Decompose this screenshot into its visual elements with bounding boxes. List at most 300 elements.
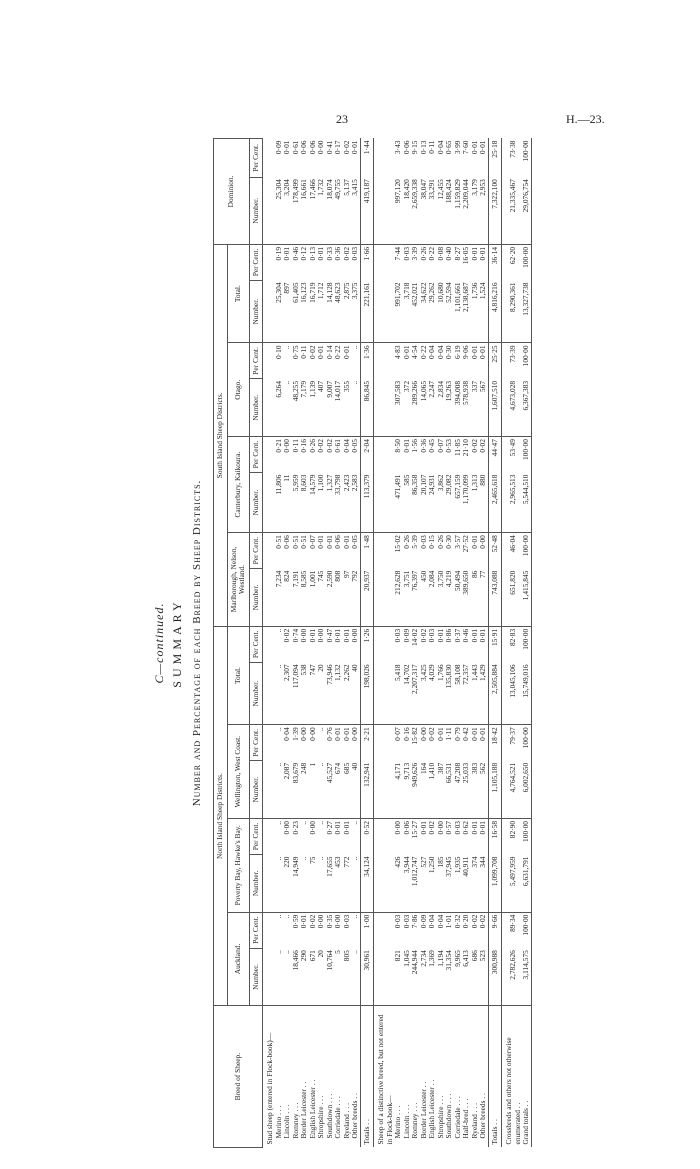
per-cent-cell: 44·47	[488, 437, 502, 473]
number-cell: 33,291	[428, 177, 437, 244]
per-cent-cell: 53·49	[508, 439, 518, 457]
district-header-wellington: Wellington, West Coast.	[227, 725, 249, 819]
per-cent-cell: 1·39	[290, 727, 300, 741]
per-cent-cell: 0·76	[324, 727, 334, 741]
per-cent-cell: 0·01	[478, 345, 487, 359]
number-cell: 538	[300, 662, 309, 724]
number-cell: 198,026	[360, 662, 374, 724]
empty-cell	[263, 473, 275, 533]
number-cell: 1,327	[326, 473, 335, 533]
per-cent-cell: ..	[273, 820, 283, 825]
number-cell: 1,101,661	[454, 280, 463, 342]
per-cent-cell: 100·00	[522, 343, 531, 379]
per-cent-cell: 0·33	[324, 246, 334, 261]
per-cent-cell: 7·44	[393, 246, 402, 261]
number-cell: 3,179	[471, 177, 480, 244]
per-cent-cell: 15·02	[393, 535, 402, 553]
number-cell: 337	[471, 379, 480, 437]
per-cent-cell: 0·02	[341, 140, 351, 155]
per-cent-cell: 79·37	[508, 727, 518, 745]
number-cell: 372	[403, 379, 412, 437]
per-cent-cell: 0·06	[401, 140, 411, 155]
per-cent-cell: 0·00	[478, 535, 487, 549]
per-cent-cell: 0·01	[478, 628, 487, 643]
table-subtitle: Number and Percentage of each Breed by Sheep Districts.	[191, 479, 203, 807]
per-cent-cell: 0·06	[333, 535, 342, 549]
table-heading	[152, 138, 203, 1148]
per-cent-cell: 0·51	[299, 535, 308, 549]
per-cent-cell: 0·74	[290, 628, 300, 643]
per-cent-cell: 3·43	[393, 140, 402, 155]
number-cell: 30,961	[360, 948, 374, 1006]
number-cell: 8,290,361	[502, 280, 523, 342]
number-cell: 4,764,521	[502, 761, 523, 819]
number-cell: 14,702	[403, 662, 412, 724]
per-cent-cell: 0·32	[452, 914, 462, 929]
per-cent-cell: 0·01	[469, 727, 479, 741]
row-label: Totals . .	[360, 1006, 374, 1148]
per-cent-cell: 0·65	[444, 140, 453, 155]
number-cell: 10,680	[437, 280, 446, 342]
number-cell: 1,732	[317, 177, 326, 244]
empty-cell	[374, 244, 395, 280]
number-cell: ..	[275, 855, 284, 913]
empty-cell	[263, 818, 275, 854]
number-cell: 8,585	[300, 569, 309, 627]
number-cell: 657,159	[454, 473, 463, 533]
breed-column-header: Breed of Sheep.	[214, 1006, 263, 1148]
per-cent-cell: 0·16	[299, 439, 308, 453]
per-cent-cell: 0·40	[444, 246, 453, 261]
number-cell: 3,375	[351, 280, 360, 342]
per-cent-cell: 6·19	[452, 345, 462, 359]
per-cent-cell: 36·14	[488, 244, 502, 280]
number-cell: 86	[471, 569, 480, 627]
number-cell: 66,531	[445, 761, 454, 819]
number-subheader: Number.	[249, 948, 263, 1006]
empty-cell	[374, 343, 395, 379]
per-cent-cell: 0·19	[273, 246, 283, 261]
per-cent-cell: 0·02	[282, 628, 291, 643]
number-cell: 3,718	[403, 280, 412, 342]
per-cent-cell: 0·07	[435, 439, 445, 453]
crossbreds-row	[502, 139, 523, 1148]
number-cell: 16,661	[300, 177, 309, 244]
empty-cell	[374, 948, 395, 1006]
number-cell: 14,949	[292, 855, 301, 913]
number-cell: 86,358	[411, 473, 420, 533]
number-cell: 1,001	[309, 569, 318, 627]
number-cell: 5	[334, 948, 343, 1006]
number-cell: 248	[300, 761, 309, 819]
per-cent-cell: ..	[350, 914, 359, 919]
number-cell: 991,702	[394, 280, 403, 342]
per-cent-cell: 0·30	[444, 345, 453, 359]
number-cell: 37,945	[445, 855, 454, 913]
number-cell: 772	[343, 855, 352, 913]
empty-cell	[374, 473, 395, 533]
per-cent-cell: 100·00	[522, 818, 531, 854]
per-cent-cell: 100·00	[522, 725, 531, 761]
per-cent-cell: 0·04	[341, 439, 351, 453]
per-cent-cell: 0·01	[341, 727, 351, 741]
empty-cell	[263, 626, 275, 662]
per-cent-cell: 0·00	[418, 727, 428, 741]
number-cell: 9,965	[454, 948, 463, 1006]
number-cell: 52,594	[445, 280, 454, 342]
empty-cell	[263, 912, 275, 948]
per-cent-cell: 0·17	[333, 140, 342, 155]
number-cell: 671	[309, 948, 318, 1006]
number-cell: ..	[351, 948, 360, 1006]
per-cent-cell: 0·26	[307, 439, 317, 453]
number-cell: 11,806	[275, 473, 284, 533]
number-cell: 805	[343, 948, 352, 1006]
per-cent-cell: 1·36	[360, 343, 374, 379]
per-cent-cell: 0·06	[299, 140, 308, 155]
number-cell: 1,607,510	[488, 379, 502, 437]
per-cent-cell: 0·02	[324, 439, 334, 453]
number-cell: 18,420	[403, 177, 412, 244]
per-cent-cell: 3·99	[452, 140, 462, 155]
row-label: Crossbreds and others not otherwise enumerated . .	[502, 1006, 523, 1148]
per-cent-cell: 0·09	[418, 914, 428, 929]
per-cent-cell: 27·52	[461, 535, 470, 553]
per-cent-cell: 0·00	[282, 439, 291, 453]
number-cell: 450	[420, 569, 429, 627]
per-cent-cell: 0·01	[341, 535, 351, 549]
number-cell: 562	[479, 761, 488, 819]
empty-cell	[263, 177, 275, 244]
number-cell: 3,425	[420, 662, 429, 724]
number-cell: 14,017	[334, 379, 343, 437]
per-cent-cell: 21·10	[461, 439, 470, 457]
row-label: Ryeland . . .	[471, 1006, 480, 1148]
number-cell: 132,941	[360, 761, 374, 819]
row-label: Border Leicester . .	[300, 1006, 309, 1148]
district-header-marlborough: Marlborough, Nelson, Westland.	[227, 533, 249, 627]
number-cell: 3,862	[437, 473, 446, 533]
number-cell: ..	[317, 855, 326, 913]
row-label: Southdown . . .	[445, 1006, 454, 1148]
per-cent-cell: 0·20	[461, 914, 470, 929]
number-cell: 7,191	[292, 569, 301, 627]
number-cell: 50,494	[454, 569, 463, 627]
number-cell: 17,466	[309, 177, 318, 244]
per-cent-cell: 62·20	[508, 246, 518, 265]
number-cell: 747	[309, 662, 318, 724]
number-cell: 2,423	[343, 473, 352, 533]
row-label: Southdown . . .	[326, 1006, 335, 1148]
number-cell: 1,524	[479, 280, 488, 342]
district-header-dominion: Dominion.	[214, 139, 250, 245]
number-cell: ..	[275, 948, 284, 1006]
number-cell: 374	[471, 855, 480, 913]
number-cell: 585	[403, 473, 412, 533]
number-cell: 1	[309, 761, 318, 819]
number-subheader: Number.	[249, 761, 263, 819]
number-cell: 9,007	[326, 379, 335, 437]
number-cell: 651,820	[502, 569, 523, 627]
number-cell: 212,628	[394, 569, 403, 627]
number-cell: 307,583	[394, 379, 403, 437]
row-label: Ryeland . . .	[343, 1006, 352, 1148]
number-cell: 1,443	[471, 662, 480, 724]
empty-cell	[374, 533, 395, 569]
row-label: Half-bred . . .	[462, 1006, 471, 1148]
per-cent-cell: 0·00	[282, 820, 291, 835]
per-cent-cell: 9·06	[461, 345, 470, 359]
per-cent-cell: 0·05	[350, 535, 359, 549]
number-cell: 58,108	[454, 662, 463, 724]
number-cell: 15,749,016	[522, 662, 531, 724]
number-cell: 77	[479, 569, 488, 627]
number-cell: 2,834	[437, 379, 446, 437]
per-cent-cell: 0·05	[350, 439, 359, 453]
per-cent-cell: 8·50	[393, 439, 402, 453]
number-cell: 221,161	[360, 280, 374, 342]
number-cell: 2,953	[479, 177, 488, 244]
number-cell: 7,179	[300, 379, 309, 437]
per-cent-cell: 3·57	[452, 535, 462, 549]
table-row	[351, 139, 360, 1148]
per-cent-cell: 0·01	[316, 535, 325, 549]
number-cell: 8,603	[300, 473, 309, 533]
district-header-otago: Otago.	[227, 343, 249, 437]
number-cell: ..	[351, 855, 360, 913]
per-cent-cell: 0·06	[307, 140, 317, 155]
per-cent-subheader: Per Cent.	[249, 725, 263, 761]
per-cent-cell: 0·36	[418, 439, 428, 453]
number-cell: 745	[317, 569, 326, 627]
number-cell: 2,875	[343, 280, 352, 342]
per-cent-cell: 0·04	[427, 914, 436, 929]
number-cell: 2,084	[428, 569, 437, 627]
number-cell: 824	[283, 569, 292, 627]
number-cell: 2,138,687	[462, 280, 471, 342]
per-cent-subheader: Per Cent.	[249, 437, 263, 473]
per-cent-cell: ..	[273, 727, 283, 732]
south-island-header: South Island Sheep Districts.	[214, 244, 228, 626]
number-cell: 49,755	[334, 177, 343, 244]
number-cell: 40,911	[462, 855, 471, 913]
empty-cell	[263, 139, 275, 178]
number-cell: 2,207,317	[411, 662, 420, 724]
per-cent-cell: 0·42	[461, 727, 470, 741]
number-cell: 1,712	[317, 280, 326, 342]
number-cell: 2,505,884	[488, 662, 502, 724]
number-cell: 897	[283, 280, 292, 342]
per-cent-cell: 0·04	[435, 914, 445, 929]
number-subheader: Number.	[249, 473, 263, 533]
per-cent-cell: 1·11	[444, 727, 453, 741]
per-cent-cell: 0·11	[299, 345, 308, 359]
per-cent-cell: 14·02	[410, 628, 419, 647]
sheep-breed-table	[213, 138, 532, 1148]
row-label: Merino . . .	[275, 1006, 284, 1148]
per-cent-cell: 0·03	[427, 628, 436, 643]
per-cent-cell: 1·44	[360, 139, 374, 178]
per-cent-cell: 0·01	[324, 535, 334, 549]
per-cent-cell: 9·15	[410, 140, 419, 155]
number-cell: 2,583	[351, 473, 360, 533]
grand-totals-row	[522, 139, 531, 1148]
per-cent-cell: 0·00	[350, 727, 359, 741]
empty-cell	[374, 818, 395, 854]
number-cell: 13,327,738	[522, 280, 531, 342]
per-cent-cell: 100·00	[522, 244, 531, 280]
per-cent-cell: 0·04	[282, 727, 291, 741]
empty-cell	[374, 437, 395, 473]
number-cell: 355	[343, 379, 352, 437]
per-cent-cell: 0·52	[360, 818, 374, 854]
number-cell: 4,171	[394, 761, 403, 819]
number-cell: 5,959	[292, 473, 301, 533]
number-cell: 40	[351, 662, 360, 724]
per-cent-cell: 0·07	[307, 535, 317, 549]
number-cell: 2,782,626	[502, 948, 523, 1006]
per-cent-cell: 82·83	[508, 628, 518, 647]
per-cent-cell: 0·14	[324, 345, 334, 359]
number-cell: 25,304	[275, 280, 284, 342]
number-cell: 1,415,845	[522, 569, 531, 627]
empty-cell	[374, 569, 395, 627]
number-cell: 75	[309, 855, 318, 913]
number-cell: 1,429	[479, 662, 488, 724]
per-cent-cell: 0·02	[418, 628, 428, 643]
summary-title: SUMMARY	[170, 598, 184, 688]
per-cent-cell: 0·06	[282, 535, 291, 549]
number-cell: 24,931	[428, 473, 437, 533]
empty-cell	[263, 343, 275, 379]
number-cell: ..	[275, 662, 284, 724]
row-label: Grand totals . .	[522, 1006, 531, 1148]
row-label: Lincoln . . .	[403, 1006, 412, 1148]
number-cell: 452,021	[411, 280, 420, 342]
empty-cell	[263, 569, 275, 627]
empty-cell	[374, 761, 395, 819]
per-cent-cell: 0·41	[324, 140, 334, 155]
per-cent-cell: 0·26	[435, 535, 445, 549]
per-cent-cell: 15·91	[488, 626, 502, 662]
per-cent-cell: 4·54	[410, 345, 419, 359]
number-cell: 1,139	[309, 379, 318, 437]
number-cell: 14,065	[420, 379, 429, 437]
empty-cell	[374, 177, 395, 244]
per-cent-cell: 1·66	[360, 244, 374, 280]
empty-cell	[263, 662, 275, 724]
number-cell: 1,132	[334, 662, 343, 724]
per-cent-cell: 0·26	[401, 535, 411, 549]
number-cell: 1,159,829	[454, 177, 463, 244]
empty-cell	[263, 948, 275, 1006]
number-cell: 3,750	[437, 569, 446, 627]
per-cent-cell: 0·22	[418, 345, 428, 359]
per-cent-cell: 0·12	[299, 246, 308, 261]
per-cent-cell: 0·02	[427, 727, 436, 741]
per-cent-cell: 2·04	[360, 437, 374, 473]
number-cell: 4,673,028	[502, 379, 523, 437]
number-cell: 48,623	[334, 280, 343, 342]
number-cell: 220	[283, 855, 292, 913]
number-subheader: Number.	[249, 280, 263, 342]
empty-cell	[374, 280, 395, 342]
per-cent-subheader: Per Cent.	[249, 244, 263, 280]
per-cent-cell: 0·16	[401, 727, 411, 741]
number-cell: 289,266	[411, 379, 420, 437]
per-cent-cell: 0·30	[444, 535, 453, 549]
per-cent-cell: 0·03	[452, 820, 462, 835]
number-cell: 821	[394, 948, 403, 1006]
per-cent-cell: 0·01	[333, 820, 342, 835]
number-cell: ..	[300, 855, 309, 913]
per-cent-cell: 0·00	[299, 628, 308, 643]
section-heading: Stud sheep (entered in Flock-book)—	[263, 1006, 275, 1148]
table-row	[479, 139, 488, 1148]
per-cent-cell: 7·60	[461, 140, 470, 155]
empty-cell	[263, 533, 275, 569]
number-cell: 1,736	[471, 280, 480, 342]
per-cent-cell: 0·02	[307, 345, 317, 359]
per-cent-cell: 0·09	[273, 140, 283, 155]
number-cell: 1,766	[437, 662, 446, 724]
number-cell: 2,209,044	[462, 177, 471, 244]
number-cell: 29,262	[428, 280, 437, 342]
number-cell: 9,713	[403, 761, 412, 819]
per-cent-cell: 0·01	[469, 628, 479, 643]
number-cell: 523	[479, 948, 488, 1006]
north-island-header: North Island Sheep Districts.	[214, 626, 228, 1006]
number-cell: 471,491	[394, 473, 403, 533]
per-cent-cell: 0·46	[290, 246, 300, 261]
per-cent-cell: 0·27	[324, 820, 334, 835]
number-cell: 2,734	[420, 948, 429, 1006]
number-cell: ..	[275, 761, 284, 819]
per-cent-cell: 0·36	[333, 246, 342, 261]
number-cell: 6,002,650	[522, 761, 531, 819]
per-cent-cell: 0·01	[469, 345, 479, 359]
per-cent-cell: 0·03	[393, 628, 402, 643]
number-cell: 48,255	[292, 379, 301, 437]
empty-cell	[263, 280, 275, 342]
per-cent-cell: 0·00	[307, 727, 317, 741]
totals-row	[360, 139, 374, 1148]
per-cent-cell: 0·37	[452, 628, 462, 643]
per-cent-cell: 0·01	[341, 628, 351, 643]
number-cell: 12,455	[437, 177, 446, 244]
per-cent-cell: 5·39	[410, 535, 419, 549]
number-cell: 1,410	[428, 761, 437, 819]
number-cell: 3,944	[403, 855, 412, 913]
number-cell: 2,965,513	[502, 473, 523, 533]
row-label: Totals . .	[488, 1006, 502, 1148]
number-cell: 73,946	[326, 662, 335, 724]
per-cent-cell: ..	[350, 820, 359, 825]
per-cent-cell: 0·02	[478, 914, 487, 929]
totals-row	[488, 139, 502, 1148]
number-cell: 792	[351, 569, 360, 627]
number-cell: 5,497,959	[502, 855, 523, 913]
per-cent-cell: 0·15	[427, 535, 436, 549]
per-cent-cell: 1·48	[360, 533, 374, 569]
number-cell: 4,219	[445, 569, 454, 627]
per-cent-cell: 0·01	[478, 820, 487, 835]
per-cent-cell: 0·11	[290, 439, 300, 453]
per-cent-cell: 1·01	[444, 914, 453, 929]
number-cell: 2,247	[428, 379, 437, 437]
number-cell: 14,579	[309, 473, 318, 533]
per-cent-cell: 0·02	[316, 439, 325, 453]
